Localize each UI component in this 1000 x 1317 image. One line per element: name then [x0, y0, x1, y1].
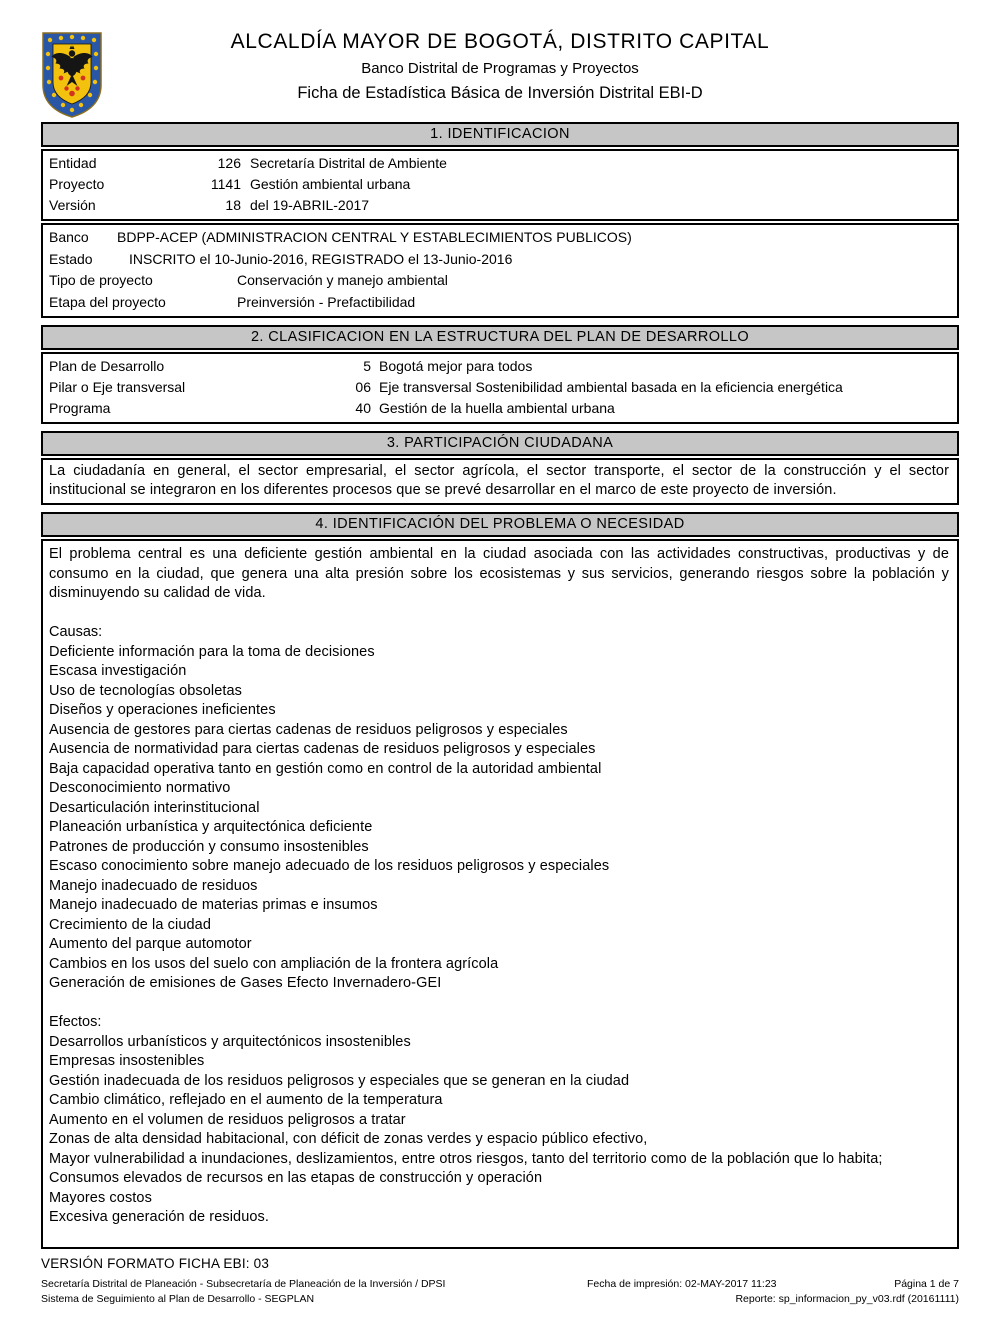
section-1-identification-box: [41, 149, 959, 221]
effect-line: Excesiva generación de residuos.: [49, 1209, 270, 1225]
cause-line: Cambios en los usos del suelo con ampliación de la frontera agrícola: [49, 955, 499, 972]
cause-line: Diseños y operaciones ineficientes: [49, 702, 276, 718]
section-1-detail-box: [41, 223, 959, 318]
field-label: Versión: [49, 197, 96, 213]
field-row: [49, 174, 949, 195]
effect-line: Empresas insostenibles: [49, 1053, 205, 1069]
field-row: [49, 377, 949, 398]
cause-line: Escasa investigación: [49, 663, 187, 679]
field-value: Gestión de la huella ambiental urbana: [379, 400, 615, 416]
format-version-line: VERSIÓN FORMATO FICHA EBI: 03: [41, 1256, 270, 1271]
document-titles: [41, 26, 959, 103]
field-label: Entidad: [49, 155, 97, 171]
field-row: [49, 398, 949, 419]
cause-line: Crecimiento de la ciudad: [49, 916, 211, 933]
problem-intro-text: El problema central es una deficiente gestión ambiental en la ciudad asociada con las actividades constructivas, productivas y de consumo en la ciudad, que genera una alta presión sobre los ecosistemas y sus servicios, generando riesgos sobre la población y disminuyendo su calidad de vida.: [49, 546, 949, 601]
cause-line: Uso de tecnologías obsoletas: [49, 682, 243, 699]
field-code: 126: [217, 155, 241, 171]
field-code: 1141: [210, 176, 241, 192]
cause-line: Manejo inadecuado de residuos: [49, 877, 258, 894]
field-value: Preinversión - Prefactibilidad: [237, 293, 416, 310]
report-id: Reporte: sp_informacion_py_v03.rdf (20161111): [735, 1293, 959, 1305]
field-code: 40: [355, 400, 371, 416]
cause-line: Baja capacidad operativa tanto en gestión como en control de la autoridad ambiental: [49, 760, 602, 777]
field-label: Plan de Desarrollo: [49, 358, 165, 374]
effects-label: Efectos:: [49, 1014, 102, 1030]
field-row: [49, 249, 949, 271]
effects-list: [49, 1033, 949, 1228]
footnotes: [41, 1277, 959, 1307]
field-value: Conservación y manejo ambiental: [237, 272, 448, 288]
effect-line: Zonas de alta densidad habitacional, con déficit de zonas verdes y espacio público efectivo,: [49, 1131, 648, 1147]
section-4-header: 4. IDENTIFICACIÓN DEL PROBLEMA O NECESIDAD: [41, 512, 959, 537]
cause-line: Planeación urbanística y arquitectónica deficiente: [49, 819, 373, 835]
field-label: Proyecto: [49, 176, 105, 192]
field-label: Etapa del proyecto: [49, 293, 166, 310]
cause-line: Patrones de producción y consumo insostenibles: [49, 838, 369, 855]
cause-line: Aumento del parque automotor: [49, 936, 252, 952]
field-label: Estado: [49, 250, 93, 267]
field-label: Tipo de proyecto: [49, 272, 153, 288]
document-subtitle: Banco Distrital de Programas y Proyectos: [361, 60, 639, 77]
section-2-header: 2. CLASIFICACION EN LA ESTRUCTURA DEL PLAN DE DESARROLLO: [41, 325, 959, 350]
effect-line: Gestión inadecuada de los residuos peligrosos y especiales que se generan en la ciudad: [49, 1072, 630, 1089]
cause-line: Desconocimiento normativo: [49, 780, 231, 796]
bogota-coat-of-arms-icon: [41, 30, 103, 120]
document-title: ALCALDÍA MAYOR DE BOGOTÁ, DISTRITO CAPITAL: [230, 30, 770, 53]
causes-label: Causas:: [49, 624, 103, 640]
field-row: [49, 153, 949, 174]
field-label: Programa: [49, 400, 111, 416]
field-row: [49, 292, 949, 314]
cause-line: Ausencia de gestores para ciertas cadenas de residuos peligrosos y especiales: [49, 721, 568, 738]
document-header: [41, 26, 959, 120]
section-3-header: 3. PARTICIPACIÓN CIUDADANA: [41, 431, 959, 456]
field-value: Gestión ambiental urbana: [250, 176, 411, 192]
effect-line: Mayor vulnerabilidad a inundaciones, deslizamientos, entre otros riesgos, tanto del territorio como de la población que lo habita;: [49, 1150, 883, 1167]
cause-line: Deficiente información para la toma de decisiones: [49, 643, 375, 660]
effect-line: Aumento en el volumen de residuos peligrosos a tratar: [49, 1111, 406, 1128]
cause-line: Manejo inadecuado de materias primas e insumos: [49, 897, 378, 913]
effect-line: Mayores costos: [49, 1189, 152, 1206]
field-value: INSCRITO el 10-Junio-2016, REGISTRADO el 13-Junio-2016: [129, 250, 513, 267]
section-1-header: 1. IDENTIFICACION: [41, 122, 959, 147]
cause-line: Escaso conocimiento sobre manejo adecuado de los residuos peligrosos y especiales: [49, 858, 610, 874]
causes-list: [49, 643, 949, 994]
document-form-name: Ficha de Estadística Básica de Inversión Distrital EBI-D: [297, 84, 703, 102]
section-2-classification-box: [41, 352, 959, 424]
effect-line: Desarrollos urbanísticos y arquitectónicos insostenibles: [49, 1033, 411, 1050]
cause-line: Desarticulación interinstitucional: [49, 799, 260, 816]
cause-line: Ausencia de normatividad para ciertas cadenas de residuos peligrosos y especiales: [49, 741, 596, 757]
footnote-right: [587, 1277, 959, 1307]
section-4-problem-box: [41, 539, 959, 1249]
field-code: 5: [363, 358, 371, 374]
effect-line: Cambio climático, reflejado en el aumento de la temperatura: [49, 1092, 443, 1108]
field-row: [49, 356, 949, 377]
identification-rows: [49, 153, 949, 216]
field-value: Bogotá mejor para todos: [379, 358, 533, 374]
page-number: Página 1 de 7: [894, 1278, 959, 1290]
print-date: Fecha de impresión: 02-MAY-2017 11:23: [587, 1278, 777, 1290]
participation-text: La ciudadanía en general, el sector empresarial, el sector agrícola, el sector transporte, el sector de la construcción y el sector institucional se integraron en los diferentes procesos que se prevé desarrollar en el marco de este proyecto de inversión.: [49, 463, 949, 498]
classification-rows: [49, 356, 949, 419]
field-value: Eje transversal Sostenibilidad ambiental basada en la eficiencia energética: [379, 379, 843, 395]
footnote-left: [41, 1277, 445, 1307]
effect-line: Consumos elevados de recursos en las etapas de construcción y operación: [49, 1170, 543, 1186]
detail-rows: [49, 227, 949, 313]
field-row: [49, 227, 949, 249]
cause-line: Generación de emisiones de Gases Efecto Invernadero-GEI: [49, 975, 442, 991]
field-value: Secretaría Distrital de Ambiente: [250, 155, 447, 171]
field-code: 18: [225, 197, 241, 213]
field-code: 06: [355, 379, 371, 395]
footnote-org-line-1: Secretaría Distrital de Planeación - Subsecretaría de Planeación de la Inversión / DPSI: [41, 1278, 446, 1290]
field-value: del 19-ABRIL-2017: [250, 197, 370, 213]
field-label: Pilar o Eje transversal: [49, 379, 186, 395]
field-label: Banco: [49, 229, 89, 245]
field-row: [49, 270, 949, 292]
field-row: [49, 195, 949, 216]
section-3-participation-box: [41, 458, 959, 505]
footnote-org-line-2: Sistema de Seguimiento al Plan de Desarrollo - SEGPLAN: [41, 1293, 315, 1305]
field-value: BDPP-ACEP (ADMINISTRACION CENTRAL Y ESTABLECIMIENTOS PUBLICOS): [117, 229, 632, 245]
